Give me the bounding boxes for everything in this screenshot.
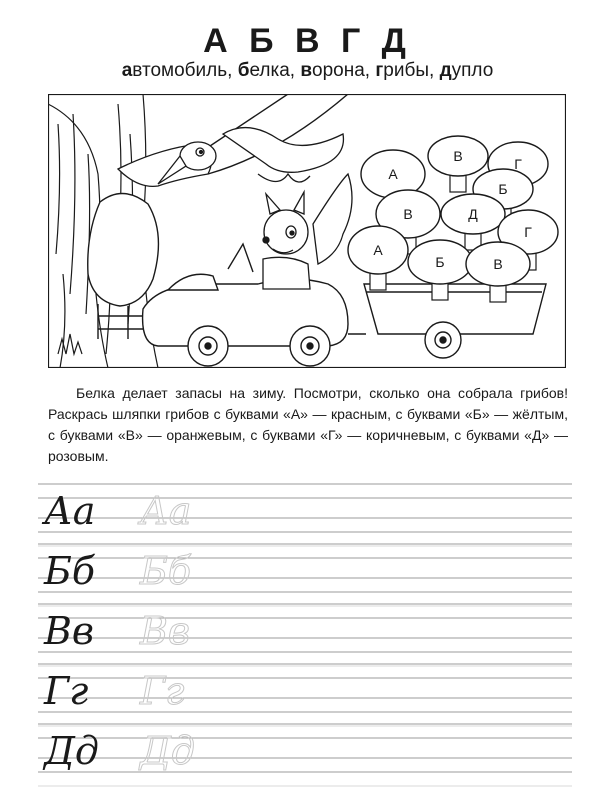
trace-letters: Бб — [140, 549, 192, 593]
trace-letters: Дд — [140, 729, 195, 773]
mushroom-letter: А — [373, 242, 383, 258]
sample-letters: Дд — [44, 729, 99, 773]
sample-letters: Вв — [44, 609, 95, 653]
mushroom-letter: В — [453, 148, 463, 164]
mushroom-letter: Б — [498, 181, 508, 197]
page-title: А Б В Г Д — [203, 22, 412, 60]
sample-letters: Бб — [44, 549, 96, 593]
word-2: белка — [237, 60, 290, 81]
word-4: грибы — [375, 60, 429, 81]
mushroom-letter: В — [403, 206, 413, 222]
trace-letters: Вв — [140, 609, 191, 653]
word-5: дупло — [439, 60, 494, 81]
ruling-lines — [38, 484, 572, 786]
task-instructions: Белка делает запасы на зиму. Посмотри, сколько она собрала грибов! Раскрась шляпки грибов с буквами «А» — красным, с буквами «Б» — жёлтым, с буквами «В» — оранжевым, с буквами «Г» — коричневым, с буквами «Д» — розовым. — [48, 385, 568, 464]
mushroom-letter: Г — [524, 224, 532, 240]
mushroom-letter: А — [388, 166, 398, 182]
mushroom-letter: Б — [435, 254, 445, 270]
trace-letters: Гг — [140, 669, 185, 713]
sample-letters: Гг — [44, 669, 89, 713]
mushroom-letter: Д — [468, 206, 478, 222]
words-subtitle: автомобиль, белка, ворона, грибы, дупло — [121, 60, 494, 81]
word-1: автомобиль — [121, 60, 228, 81]
mushroom-letter: Г — [514, 156, 522, 172]
word-3: ворона — [300, 60, 365, 81]
mushroom-letter: В — [493, 256, 503, 272]
sample-letters: Аа — [44, 489, 96, 533]
trace-letters: Аа — [140, 489, 192, 533]
